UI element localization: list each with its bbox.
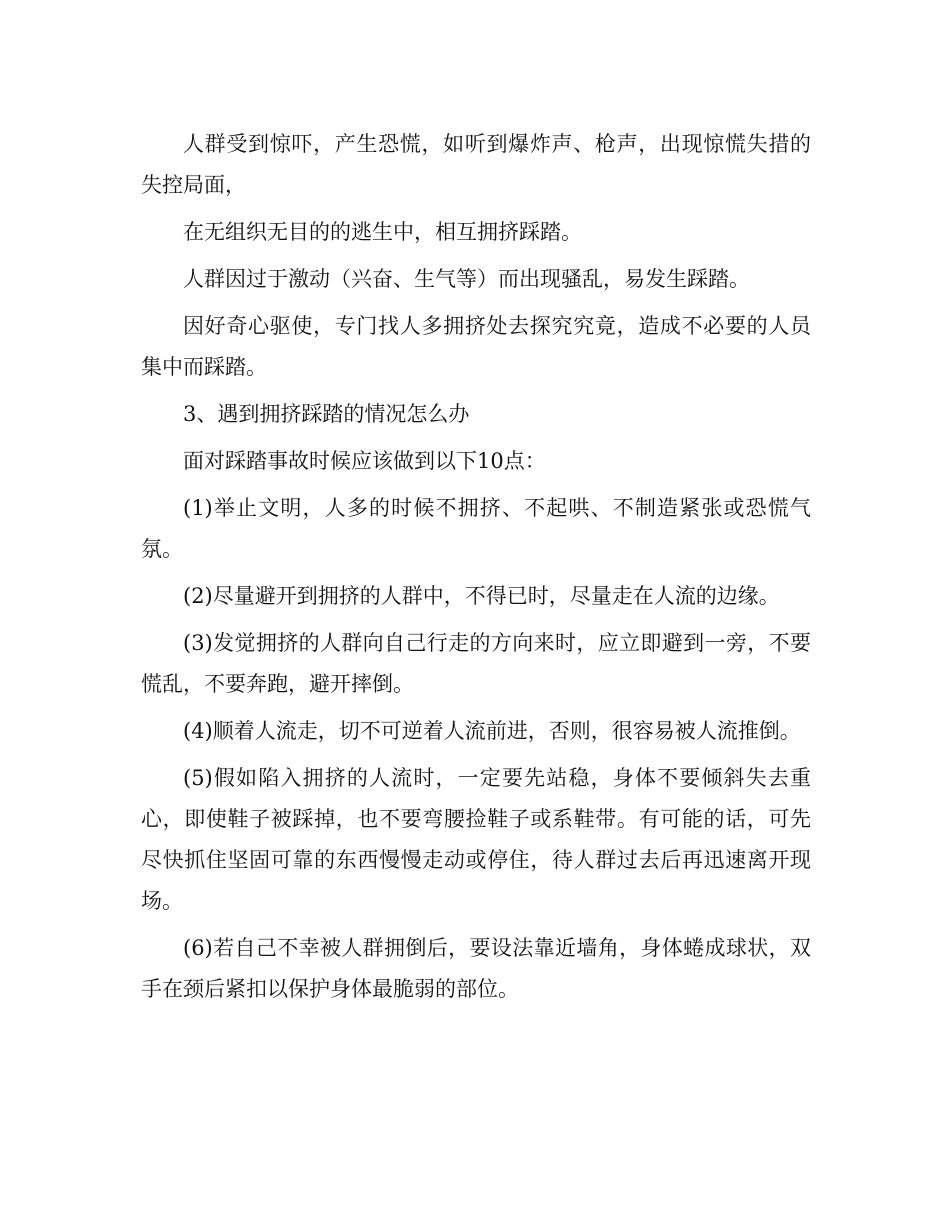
document-body bbox=[141, 124, 811, 1016]
paragraph-curiosity: 因好奇心驱使，专门找人多拥挤处去探究究竟，造成不必要的人员集中而踩踏。 bbox=[141, 314, 811, 379]
list-item-4: (4)顺着人流走，切不可逆着人流前进，否则，很容易被人流推倒。 bbox=[183, 719, 801, 743]
list-item-1: (1)举止文明，人多的时候不拥挤、不起哄、不制造紧张或恐慌气氛。 bbox=[141, 496, 811, 561]
list-item-6: (6)若自己不幸被人群拥倒后，要设法靠近墙角，身体蜷成球状，双手在颈后紧扣以保护身体最脆弱的部位。 bbox=[141, 936, 811, 1001]
list-item-3: (3)发觉拥挤的人群向自己行走的方向来时，应立即避到一旁，不要慌乱，不要奔跑，避开摔倒。 bbox=[141, 631, 811, 696]
list-item-5: (5)假如陷入拥挤的人流时，一定要先站稳，身体不要倾斜失去重心，即使鞋子被踩掉，也不要弯腰捡鞋子或系鞋带。有可能的话，可先尽快抓住坚固可靠的东西慢慢走动或停住，待人群过去后再迅速离开现场。 bbox=[141, 766, 811, 913]
paragraph-disorganized-escape: 在无组织无目的的逃生中，相互拥挤踩踏。 bbox=[183, 220, 582, 244]
paragraph-ten-points-intro: 面对踩踏事故时候应该做到以下10点： bbox=[183, 449, 546, 473]
section-heading-what-to-do: 3、遇到拥挤踩踏的情况怎么办 bbox=[183, 402, 470, 426]
list-item-2: (2)尽量避开到拥挤的人群中，不得已时，尽量走在人流的边缘。 bbox=[183, 584, 780, 608]
paragraph-panic-causes: 人群受到惊吓，产生恐慌，如听到爆炸声、枪声，出现惊慌失措的失控局面， bbox=[141, 132, 811, 197]
paragraph-excitement-riot: 人群因过于激动（兴奋、生气等）而出现骚乱，易发生踩踏。 bbox=[183, 267, 750, 291]
